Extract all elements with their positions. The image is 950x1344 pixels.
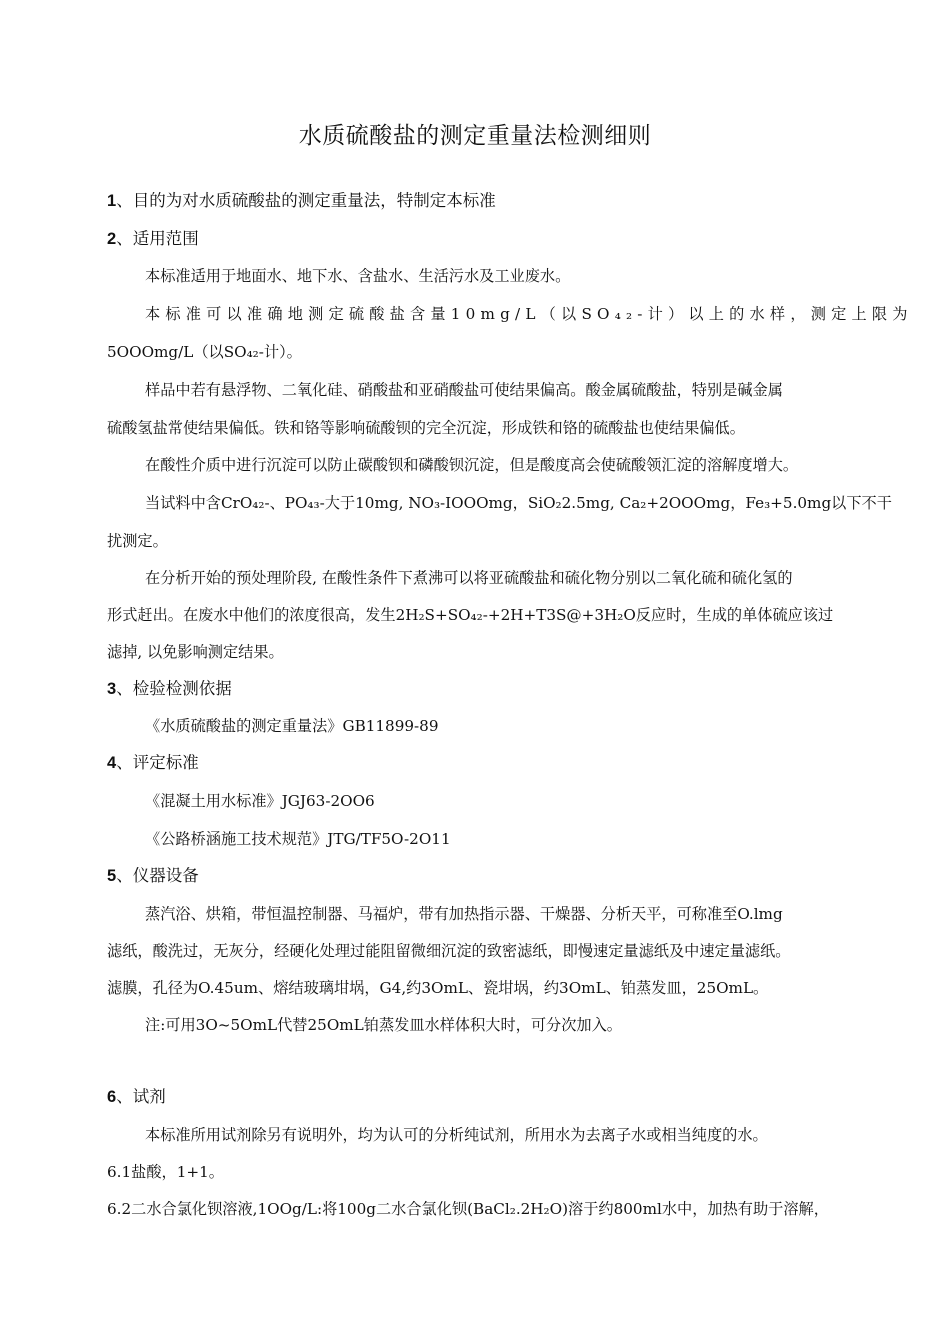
- section-4-heading: [107, 753, 869, 773]
- document-title: 水质硫酸盐的测定重量法检测细则: [298, 123, 652, 149]
- paragraph-line: 蒸汽浴、烘箱，带恒温控制器、马福炉，带有加热指示器、干燥器、分析天平，可称准至O.lmg: [145, 905, 783, 923]
- paragraph-line: 样品中若有悬浮物、二氧化硅、硝酸盐和亚硝酸盐可使结果偏高。酸金属硫酸盐，特别是碱金属: [145, 381, 783, 399]
- section-2-heading: [107, 229, 869, 249]
- paragraph-line: 本标准所用试剂除另有说明外，均为认可的分析纯试剂，所用水为去离子水或相当纯度的水。: [145, 1126, 768, 1144]
- paragraph-line: 当试料中含CrO₄₂-、PO₄₃-大于10mg, NO₃-IOOOmg，SiO₂2.5mg, Ca₂+2OOOmg，Fe₃+5.0mg以下不干: [145, 494, 892, 512]
- reference-standard: 《混凝土用水标准》JGJ63-2OO6: [145, 792, 375, 810]
- section-6-heading: [107, 1087, 869, 1107]
- paragraph-line: 本标准适用于地面水、地下水、含盐水、生活污水及工业废水。: [145, 267, 571, 285]
- paragraph-line: 在分析开始的预处理阶段, 在酸性条件下煮沸可以将亚硫酸盐和硫化物分别以二氧化硫和硫化氢的: [145, 569, 793, 587]
- paragraph-line: 滤掉, 以免影响测定结果。: [107, 643, 284, 661]
- paragraph-line: 本标准可以准确地测定硫酸盐含量10mg/L（以SO₄₂-计）以上的水样，测定上限为: [145, 305, 913, 323]
- section-text: 、仪器设备: [116, 866, 199, 885]
- paragraph-line: 滤膜，孔径为O.45um、熔结玻璃坩埚，G4,约3OmL、瓷坩埚，约3OmL、铂蒸发皿，25OmL。: [107, 979, 769, 997]
- section-1-heading: [107, 191, 869, 211]
- paragraph-line: 滤纸，酸洗过，无灰分，经硬化处理过能阻留微细沉淀的致密滤纸，即慢速定量滤纸及中速定量滤纸。: [107, 942, 791, 960]
- section-number: 2: [107, 230, 117, 248]
- reference-standard: 《公路桥涵施工技术规范》JTG/TF5O-2O11: [145, 830, 451, 848]
- paragraph-line: 5OOOmg/L（以SO₄₂-计）。: [107, 343, 302, 361]
- paragraph-line: 硫酸氢盐常使结果偏低。铁和铬等影响硫酸钡的完全沉淀，形成铁和铬的硫酸盐也使结果偏低。: [107, 419, 745, 437]
- paragraph-line: 形式赶出。在废水中他们的浓度很高，发生2H₂S+SO₄₂-+2H+T3S@+3H₂O反应时，生成的单体硫应该过: [107, 606, 834, 624]
- reagent-item: 6.1盐酸，1+1。: [107, 1163, 224, 1181]
- section-number: 6: [107, 1088, 117, 1106]
- section-5-heading: [107, 866, 869, 886]
- section-number: 4: [107, 754, 117, 772]
- section-number: 3: [107, 680, 117, 698]
- section-number: 5: [107, 867, 117, 885]
- section-text: 、目的为对水质硫酸盐的测定重量法，特制定本标准: [116, 191, 496, 210]
- note-line: 注:可用3O~5OmL代替25OmL铂蒸发皿水样体积大时，可分次加入。: [145, 1016, 622, 1034]
- section-text: 、评定标准: [116, 753, 199, 772]
- paragraph-line: 扰测定。: [107, 532, 168, 550]
- section-text: 、检验检测依据: [116, 679, 232, 698]
- section-3-heading: [107, 679, 869, 699]
- reagent-item: 6.2二水合氯化钡溶液,1OOg/L:将100g二水合氯化钡(BaCl₂.2H₂O)溶于约800ml水中，加热有助于溶解，: [107, 1200, 829, 1218]
- reference-standard: 《水质硫酸盐的测定重量法》GB11899-89: [145, 717, 439, 735]
- paragraph-line: 在酸性介质中进行沉淀可以防止碳酸钡和磷酸钡沉淀，但是酸度高会使硫酸领汇淀的溶解度增大。: [145, 456, 799, 474]
- section-number: 1: [107, 192, 117, 210]
- section-text: 、适用范围: [116, 229, 199, 248]
- section-text: 、试剂: [116, 1087, 166, 1106]
